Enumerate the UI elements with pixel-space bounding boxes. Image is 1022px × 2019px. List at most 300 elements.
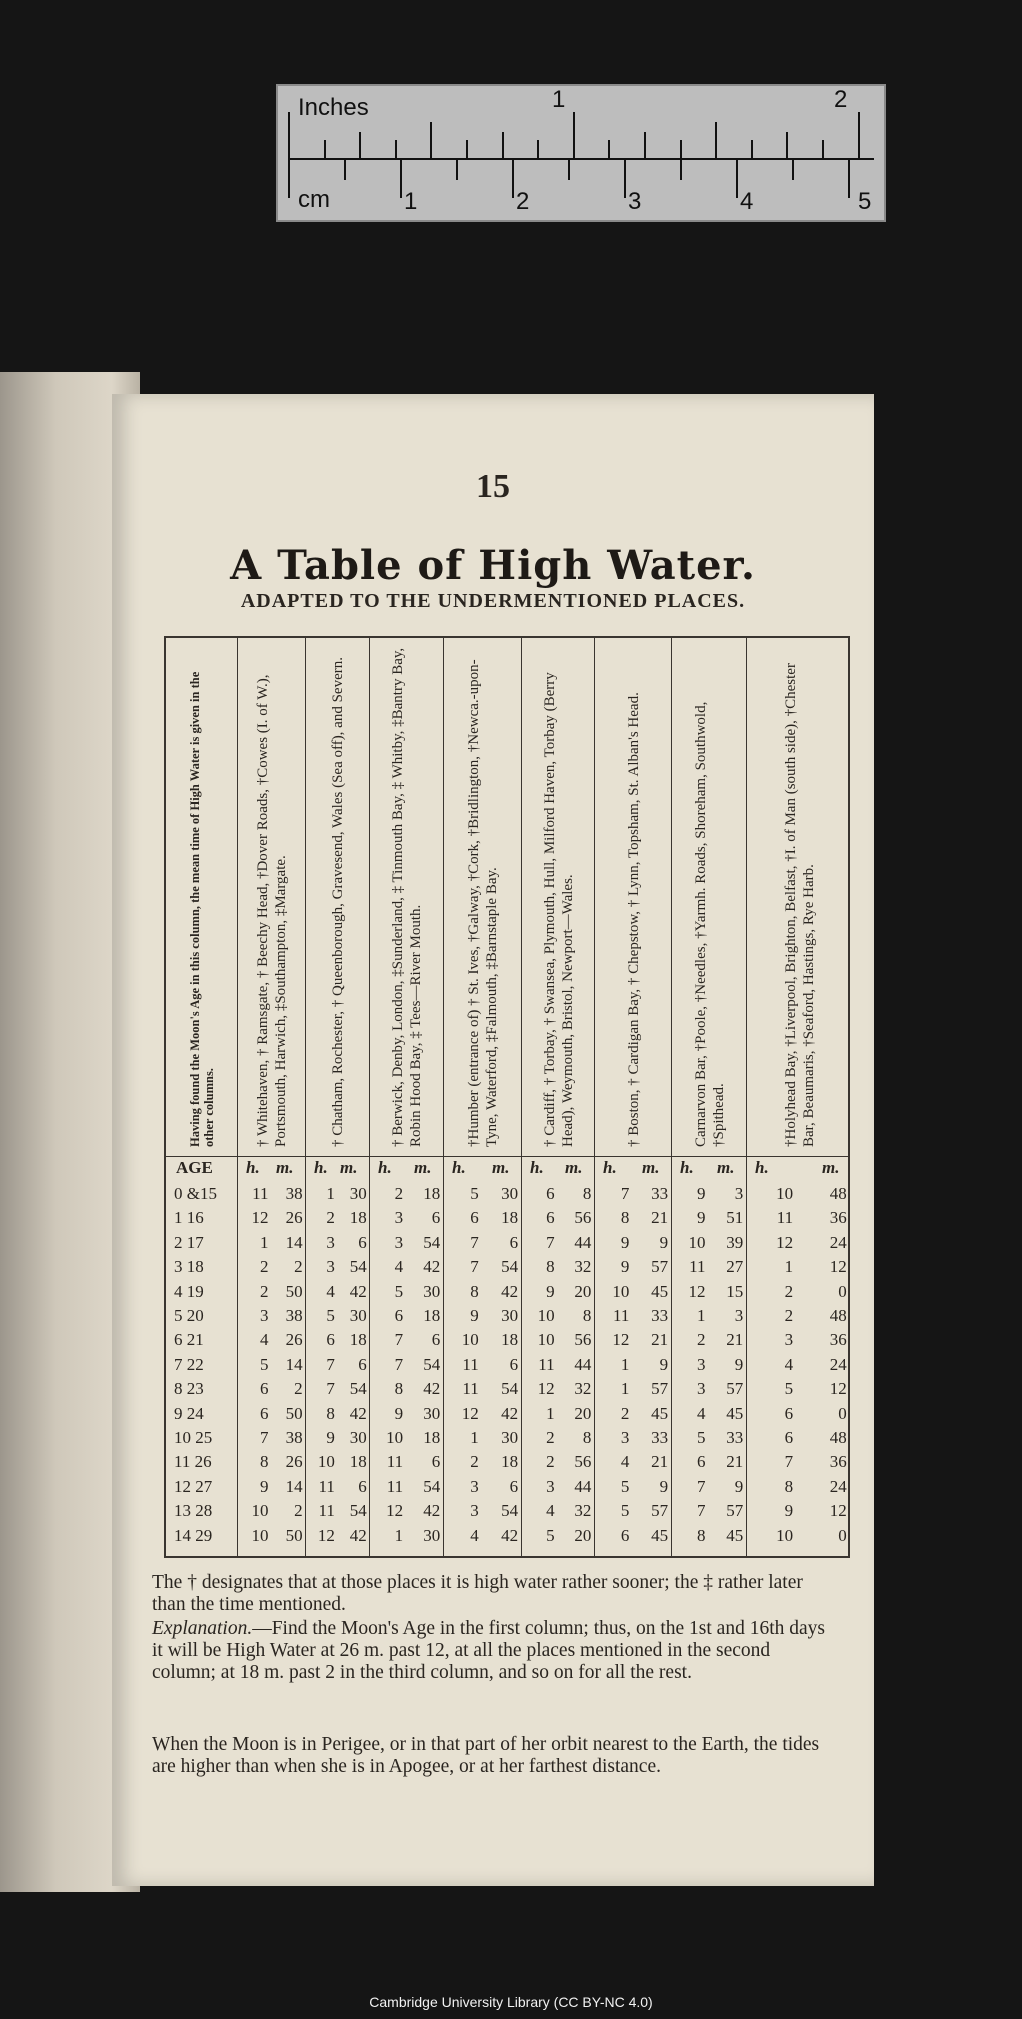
inch-tick [715, 122, 717, 158]
minutes-cell: 24 [829, 1232, 847, 1252]
column-header-cell-3 [370, 638, 444, 1156]
hours-cell: 3 [260, 1306, 269, 1325]
minutes-cell: 57 [651, 1501, 669, 1521]
column-header-cell-2 [306, 638, 370, 1156]
minutes-cell: 42 [349, 1525, 367, 1545]
column-header-8: †Holyhead Bay, †Liverpool, Brighton, Belfast, †I. of Man (south side), †Chester Bar, Beaumaris, †Seaford, Hastings, Rye Harb. [782, 663, 817, 1147]
minutes-cell: 44 [574, 1354, 592, 1374]
minutes-cell: 30 [501, 1184, 519, 1203]
column-header-7: Carnarvon Bar, †Poole, †Needles, †Yarmh. Roads, Shoreham, Southwold, †Spithead. [692, 701, 727, 1147]
hours-cell: 9 [546, 1281, 555, 1301]
hours-cell: 7 [784, 1452, 794, 1472]
hours-cell: 3 [470, 1476, 479, 1496]
hours-cell: 11 [538, 1354, 555, 1374]
hours-cell: 8 [260, 1452, 269, 1472]
hours-cell: 4 [394, 1257, 404, 1277]
column-header-cell-4 [444, 638, 522, 1156]
age-cell: 4 19 [174, 1281, 204, 1301]
unit-hours: h. [530, 1158, 544, 1177]
hours-cell: 5 [260, 1354, 269, 1374]
hours-cell: 10 [688, 1232, 706, 1252]
inch-tick [324, 140, 326, 158]
inch-tick [608, 140, 610, 158]
hours-cell: 2 [697, 1330, 706, 1350]
minutes-cell: 14 [285, 1476, 303, 1496]
cm-number-4: 4 [740, 188, 754, 215]
minutes-cell: 42 [501, 1525, 519, 1545]
minutes-cell: 26 [285, 1452, 303, 1472]
minutes-cell: 30 [501, 1306, 519, 1325]
inch-tick [430, 122, 432, 158]
page-title: A Table of High Water. [230, 542, 756, 589]
inch-tick [466, 140, 468, 158]
hours-cell: 8 [394, 1379, 404, 1399]
minutes-cell: 54 [423, 1476, 441, 1496]
hours-cell: 6 [546, 1208, 555, 1228]
minutes-cell: 33 [651, 1184, 669, 1203]
hours-cell: 11 [462, 1354, 479, 1374]
column-header-2: † Chatham, Rochester, † Queenborough, Gravesend, Wales (Sea off), and Severn. [330, 657, 346, 1147]
scale-ruler [276, 84, 886, 222]
minutes-cell: 38 [285, 1184, 303, 1203]
hours-cell: 1 [260, 1232, 269, 1252]
age-cell: 7 22 [174, 1354, 204, 1374]
cm-tick [344, 158, 346, 180]
minutes-cell: 44 [574, 1476, 592, 1496]
hours-cell: 10 [537, 1306, 555, 1325]
hours-cell: 4 [546, 1501, 555, 1521]
unit-hours: h. [314, 1158, 328, 1177]
hours-cell: 11 [386, 1476, 404, 1496]
minutes-cell: 6 [358, 1354, 367, 1374]
hours-cell: 3 [394, 1232, 404, 1252]
unit-minutes: m. [492, 1158, 510, 1177]
hours-cell: 12 [317, 1525, 335, 1545]
hours-cell: 2 [260, 1281, 269, 1301]
minutes-cell: 38 [285, 1306, 303, 1325]
hours-cell: 12 [612, 1330, 630, 1350]
minutes-cell: 24 [829, 1354, 847, 1374]
column-header-0: Having found the Moon's Age in this column, the mean time of High Water is given in the other columns. [188, 671, 216, 1147]
hours-cell: 7 [394, 1330, 404, 1350]
minutes-cell: 50 [285, 1403, 303, 1423]
hours-cell: 2 [784, 1306, 794, 1325]
minutes-cell: 21 [726, 1330, 744, 1350]
minutes-cell: 18 [501, 1208, 519, 1228]
column-header-cell-0 [166, 638, 238, 1156]
age-label: AGE [176, 1158, 213, 1177]
minutes-cell: 50 [285, 1281, 303, 1301]
minutes-cell: 42 [423, 1379, 441, 1399]
cm-label: cm [298, 186, 330, 213]
minutes-cell: 18 [423, 1306, 441, 1325]
hours-cell: 3 [470, 1501, 479, 1521]
minutes-cell: 54 [423, 1232, 441, 1252]
minutes-cell: 42 [423, 1257, 441, 1277]
minutes-cell: 39 [726, 1232, 744, 1252]
ruler-midline [288, 158, 874, 160]
minutes-cell: 33 [651, 1428, 669, 1447]
minutes-cell: 9 [659, 1232, 669, 1252]
minutes-cell: 50 [285, 1525, 303, 1545]
minutes-cell: 14 [285, 1232, 303, 1252]
column-header-6: † Boston, † Cardigan Bay, † Chepstow, † Lynn, Topsham, St. Alban's Head. [625, 692, 642, 1147]
minutes-cell: 27 [726, 1257, 744, 1277]
unit-hours: h. [680, 1158, 694, 1177]
hours-cell: 6 [470, 1208, 479, 1228]
hours-cell: 1 [394, 1525, 404, 1545]
unit-minutes: m. [340, 1158, 358, 1177]
minutes-cell: 54 [501, 1379, 519, 1399]
minutes-cell: 32 [574, 1501, 592, 1521]
hours-cell: 9 [394, 1403, 404, 1423]
hours-cell: 5 [697, 1428, 706, 1447]
minutes-cell: 18 [349, 1330, 367, 1350]
minutes-cell: 57 [651, 1379, 669, 1399]
minutes-cell: 56 [574, 1452, 592, 1472]
hours-cell: 2 [394, 1184, 404, 1203]
hours-cell: 1 [326, 1184, 335, 1203]
unit-minutes: m. [414, 1158, 432, 1177]
inch-tick [822, 140, 824, 158]
minutes-cell: 57 [651, 1257, 669, 1277]
minutes-cell: 45 [651, 1281, 669, 1301]
minutes-cell: 3 [734, 1184, 744, 1203]
minutes-cell: 26 [285, 1208, 303, 1228]
age-cell: 14 29 [174, 1525, 213, 1545]
hours-cell: 8 [697, 1525, 706, 1545]
inch-tick [395, 140, 397, 158]
minutes-cell: 21 [726, 1452, 744, 1472]
cm-tick [624, 158, 626, 198]
hours-cell: 9 [784, 1501, 794, 1521]
inch-tick [680, 140, 682, 158]
minutes-cell: 18 [501, 1330, 519, 1350]
minutes-cell: 9 [734, 1354, 744, 1374]
minutes-cell: 42 [423, 1501, 441, 1521]
hours-cell: 1 [697, 1306, 706, 1325]
cm-number-2: 2 [516, 188, 530, 215]
hours-cell: 12 [461, 1403, 479, 1423]
hours-cell: 5 [326, 1306, 335, 1325]
minutes-cell: 44 [574, 1232, 592, 1252]
minutes-cell: 54 [349, 1257, 367, 1277]
column-header-cell-1 [238, 638, 306, 1156]
hours-cell: 5 [470, 1184, 479, 1203]
minutes-cell: 42 [501, 1281, 519, 1301]
hours-cell: 3 [326, 1257, 335, 1277]
minutes-cell: 2 [294, 1257, 303, 1277]
minutes-cell: 45 [651, 1403, 669, 1423]
note-symbols: The † designates that at those places it is high water rather sooner; the ‡ rather later than the time mentioned. [152, 1572, 803, 1615]
high-water-table [164, 636, 850, 1558]
hours-cell: 8 [546, 1257, 555, 1277]
hours-cell: 12 [251, 1208, 269, 1228]
minutes-cell: 20 [574, 1281, 592, 1301]
unit-hours: h. [603, 1158, 617, 1177]
hours-cell: 4 [260, 1330, 269, 1350]
hours-cell: 5 [546, 1525, 555, 1545]
minutes-cell: 30 [423, 1281, 441, 1301]
hours-cell: 11 [612, 1306, 630, 1325]
minutes-cell: 45 [726, 1403, 744, 1423]
hours-cell: 5 [620, 1501, 630, 1521]
hours-cell: 1 [620, 1354, 630, 1374]
hours-cell: 2 [620, 1403, 630, 1423]
hours-cell: 6 [784, 1403, 794, 1423]
hours-cell: 1 [546, 1403, 555, 1423]
cm-tick [400, 158, 402, 198]
minutes-cell: 36 [829, 1330, 847, 1350]
hours-cell: 10 [612, 1281, 630, 1301]
hours-cell: 6 [326, 1330, 335, 1350]
hours-cell: 10 [537, 1330, 555, 1350]
inch-tick [858, 112, 860, 158]
column-header-3: † Berwick, Denby, London, ‡Sunderland, ‡ Tinmouth Bay, ‡ Whitby, ‡Bantry Bay, Robin Hood Bay, ‡ Tees—River Mouth. [390, 647, 424, 1147]
minutes-cell: 54 [349, 1379, 367, 1399]
minutes-cell: 30 [423, 1403, 441, 1423]
inches-label: Inches [298, 94, 369, 121]
column-header-1: † Whitehaven, † Ramsgate, † Beechy Head, †Dover Roads, †Cowes (I. of W.), Portsmouth, Harwich, ‡Southampton, ‡Margate. [255, 674, 289, 1147]
minutes-cell: 54 [501, 1257, 519, 1277]
minutes-cell: 36 [829, 1208, 847, 1228]
unit-minutes: m. [276, 1158, 294, 1177]
hours-cell: 2 [470, 1452, 479, 1472]
hours-cell: 10 [776, 1525, 794, 1545]
minutes-cell: 3 [734, 1306, 744, 1325]
hours-cell: 5 [784, 1379, 794, 1399]
inch-tick [644, 132, 646, 158]
minutes-cell: 54 [423, 1354, 441, 1374]
minutes-cell: 6 [509, 1232, 519, 1252]
age-cell: 3 18 [174, 1257, 204, 1277]
minutes-cell: 48 [829, 1306, 847, 1325]
minutes-cell: 18 [501, 1452, 519, 1472]
cm-tick [288, 158, 290, 198]
credit-caption: Cambridge University Library (CC BY-NC 4.0) [369, 1994, 653, 2010]
minutes-cell: 6 [509, 1354, 519, 1374]
minutes-cell: 54 [501, 1501, 519, 1521]
minutes-cell: 2 [294, 1379, 303, 1399]
hours-cell: 6 [784, 1428, 794, 1447]
unit-minutes: m. [822, 1158, 840, 1177]
hours-cell: 4 [470, 1525, 479, 1545]
minutes-cell: 8 [582, 1184, 592, 1203]
hours-cell: 7 [470, 1257, 479, 1277]
column-header-cell-8 [747, 638, 852, 1156]
hours-cell: 7 [697, 1476, 706, 1496]
hours-cell: 3 [546, 1476, 555, 1496]
cm-number-5: 5 [858, 188, 872, 215]
minutes-cell: 24 [829, 1476, 847, 1496]
minutes-cell: 36 [829, 1452, 847, 1472]
column-header-4: †Humber (entrance of) † St. Ives, †Galway, †Cork, †Bridlington, †Newca.-upon-Tyne, Waterford, ‡Falmouth, ‡Barnstaple Bay. [466, 659, 500, 1147]
minutes-cell: 57 [726, 1379, 744, 1399]
hours-cell: 10 [251, 1525, 269, 1545]
page-number: 15 [476, 468, 510, 505]
minutes-cell: 21 [651, 1452, 669, 1472]
hours-cell: 11 [386, 1452, 404, 1472]
hours-cell: 12 [537, 1379, 555, 1399]
minutes-cell: 26 [285, 1330, 303, 1350]
minutes-cell: 45 [651, 1525, 669, 1545]
cm-tick [736, 158, 738, 198]
hours-cell: 3 [697, 1379, 706, 1399]
hours-cell: 11 [462, 1379, 479, 1399]
cm-tick [568, 158, 570, 180]
inch-tick [537, 140, 539, 158]
age-cell: 12 27 [174, 1476, 213, 1496]
minutes-cell: 6 [431, 1330, 441, 1350]
minutes-cell: 6 [358, 1476, 367, 1496]
minutes-cell: 6 [358, 1232, 367, 1252]
unit-hours: h. [755, 1158, 769, 1177]
cm-tick [848, 158, 850, 198]
minutes-cell: 12 [829, 1379, 847, 1399]
hours-cell: 2 [260, 1257, 269, 1277]
book-page [112, 394, 874, 1886]
age-cell: 13 28 [174, 1501, 213, 1521]
hours-cell: 2 [546, 1452, 555, 1472]
minutes-cell: 30 [423, 1525, 441, 1545]
inch-number-1: 1 [552, 86, 566, 113]
column-header-cell-7 [672, 638, 747, 1156]
minutes-cell: 42 [349, 1281, 367, 1301]
minutes-cell: 30 [349, 1184, 367, 1203]
hours-cell: 6 [620, 1525, 630, 1545]
unit-minutes: m. [717, 1158, 735, 1177]
minutes-cell: 9 [659, 1354, 669, 1374]
minutes-cell: 57 [726, 1501, 744, 1521]
cm-tick [512, 158, 514, 198]
minutes-cell: 56 [574, 1208, 592, 1228]
minutes-cell: 2 [294, 1501, 303, 1521]
unit-minutes: m. [565, 1158, 583, 1177]
page-subtitle: ADAPTED TO THE UNDERMENTIONED PLACES. [240, 590, 746, 612]
inch-tick [751, 140, 753, 158]
minutes-cell: 48 [829, 1184, 847, 1203]
hours-cell: 8 [620, 1208, 630, 1228]
hours-cell: 4 [697, 1403, 706, 1423]
minutes-cell: 21 [651, 1330, 669, 1350]
unit-hours: h. [452, 1158, 466, 1177]
minutes-cell: 48 [829, 1428, 847, 1447]
minutes-cell: 30 [349, 1306, 367, 1325]
explanation-text: —Find the Moon's Age in the first column; thus, on the 1st and 16th days it will be High Water at 26 m. past 12, at all the places mentioned in the second column; at 18 m. past 2 in the third column, and so on for all the rest. [152, 1618, 825, 1683]
hours-cell: 2 [546, 1428, 555, 1447]
note-explanation [152, 1618, 838, 1684]
age-cell: 2 17 [174, 1232, 204, 1252]
cm-number-3: 3 [628, 188, 642, 215]
hours-cell: 3 [394, 1208, 404, 1228]
column-header-5: † Cardiff, † Torbay, † Swansea, Plymouth, Hull, Milford Haven, Torbay (Berry Head), Weymouth, Bristol, Newport—Wales. [541, 672, 576, 1147]
hours-cell: 10 [386, 1428, 404, 1447]
age-cell: 11 26 [174, 1452, 212, 1472]
hours-cell: 7 [326, 1354, 335, 1374]
hours-cell: 4 [326, 1281, 335, 1301]
inch-tick [359, 132, 361, 158]
minutes-cell: 42 [501, 1403, 519, 1423]
hours-cell: 7 [260, 1428, 269, 1447]
minutes-cell: 18 [423, 1428, 441, 1447]
hours-cell: 1 [470, 1428, 479, 1447]
hours-cell: 1 [784, 1257, 794, 1277]
hours-cell: 10 [317, 1452, 335, 1472]
minutes-cell: 18 [423, 1184, 441, 1203]
inch-tick [786, 132, 788, 158]
minutes-cell: 33 [651, 1306, 669, 1325]
hours-cell: 5 [394, 1281, 404, 1301]
minutes-cell: 45 [726, 1525, 744, 1545]
age-cell: 0 &15 [174, 1184, 217, 1203]
hours-cell: 10 [251, 1501, 269, 1521]
age-cell: 5 20 [174, 1306, 204, 1325]
hours-cell: 8 [470, 1281, 479, 1301]
hours-cell: 6 [260, 1403, 269, 1423]
cm-tick [792, 158, 794, 180]
hours-cell: 3 [620, 1428, 630, 1447]
inch-tick [573, 112, 575, 158]
hours-cell: 2 [326, 1208, 335, 1228]
minutes-cell: 9 [734, 1476, 744, 1496]
hours-cell: 6 [394, 1306, 404, 1325]
hours-cell: 11 [318, 1501, 335, 1521]
hours-cell: 8 [784, 1476, 794, 1496]
hours-cell: 4 [620, 1452, 630, 1472]
hours-cell: 9 [620, 1257, 630, 1277]
minutes-cell: 0 [838, 1525, 847, 1545]
hours-cell: 9 [260, 1476, 269, 1496]
hours-cell: 12 [386, 1501, 404, 1521]
hours-cell: 9 [697, 1184, 706, 1203]
minutes-cell: 51 [726, 1208, 744, 1228]
minutes-cell: 20 [574, 1525, 592, 1545]
hours-cell: 6 [546, 1184, 555, 1203]
hours-cell: 7 [546, 1232, 555, 1252]
hours-cell: 11 [318, 1476, 335, 1496]
hours-cell: 7 [470, 1232, 479, 1252]
hours-cell: 10 [776, 1184, 794, 1203]
hours-cell: 8 [326, 1403, 335, 1423]
minutes-cell: 20 [574, 1403, 592, 1423]
minutes-cell: 33 [726, 1428, 744, 1447]
hours-cell: 3 [784, 1330, 794, 1350]
cm-tick [456, 158, 458, 180]
minutes-cell: 56 [574, 1330, 592, 1350]
age-cell: 9 24 [174, 1403, 204, 1423]
hours-cell: 7 [697, 1501, 706, 1521]
hours-cell: 12 [776, 1232, 794, 1252]
note-perigee: When the Moon is in Perigee, or in that part of her orbit nearest to the Earth, the tides are higher than when she is in Apogee, or at her farthest distance. [152, 1734, 820, 1777]
minutes-cell: 6 [431, 1208, 441, 1228]
hours-cell: 5 [620, 1476, 630, 1496]
age-cell: 10 25 [174, 1428, 213, 1447]
hours-cell: 6 [260, 1379, 269, 1399]
hours-cell: 1 [620, 1379, 630, 1399]
inch-tick [502, 132, 504, 158]
cm-tick [680, 158, 682, 180]
hours-cell: 6 [697, 1452, 706, 1472]
age-cell: 1 16 [174, 1208, 204, 1228]
inch-number-2: 2 [834, 86, 848, 113]
hours-cell: 11 [776, 1208, 794, 1228]
column-header-cell-6 [595, 638, 672, 1156]
minutes-cell: 0 [838, 1281, 847, 1301]
hours-cell: 2 [784, 1281, 794, 1301]
minutes-cell: 14 [285, 1354, 303, 1374]
hours-cell: 10 [461, 1330, 479, 1350]
hours-cell: 9 [620, 1232, 630, 1252]
